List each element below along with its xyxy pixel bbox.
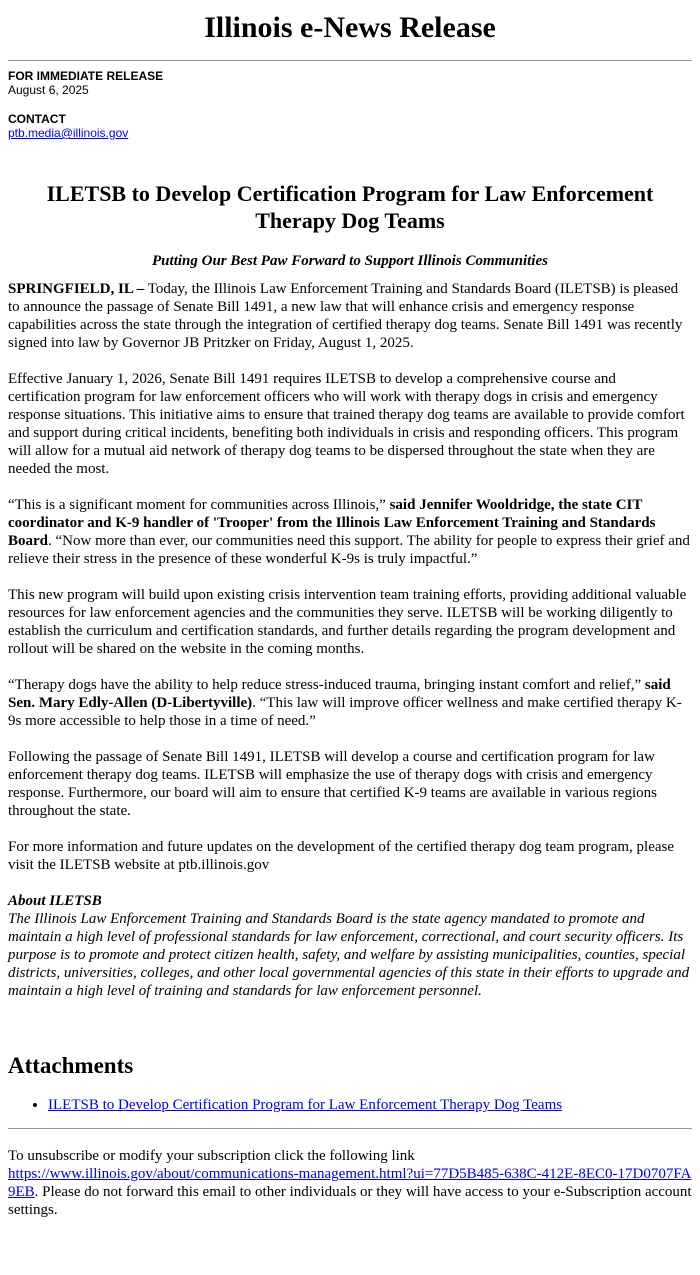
top-divider [8,60,692,61]
press-release-subhead: Putting Our Best Paw Forward to Support Illinois Communities [152,253,548,269]
unsubscribe-footer [8,1147,692,1219]
quote-part-b: . “Now more than ever, our communities need this support. The ability for people to express their grief and relieve their stress in the presence of these wonderful K-9s is truly impactful.” [8,533,690,567]
footer-divider [8,1128,692,1129]
attachment-link[interactable]: ILETSB to Develop Certification Program for Law Enforcement Therapy Dog Teams [48,1097,563,1113]
press-release-body [8,280,692,874]
quote-part-b: . “This law will improve officer wellness and make certified therapy K-9s more accessible to help those in a time of need.” [8,695,682,729]
paragraph-2: Effective January 1, 2026, Senate Bill 1491 requires ILETSB to develop a comprehensive course and certification program for law enforcement officers who will work with therapy dogs in crisis and emergency response situations. This initiative aims to ensure that trained therapy dog teams are available to provide comfort and support during critical incidents, benefiting both individuals in crisis and responding officers. This program will allow for a mutual aid network of therapy dog teams to be dispersed throughout the state when they are needed the most. [8,371,685,477]
paragraph-7: For more information and future updates on the development of the certified therapy dog team program, please visit the ILETSB website at ptb.illinois.gov [8,839,675,873]
footer-intro: To unsubscribe or modify your subscription click the following link [8,1148,415,1164]
masthead-title: Illinois e-News Release [204,11,496,44]
attachments-heading: Attachments [8,1053,134,1078]
about-title: About ILETSB [8,893,102,909]
release-label: FOR IMMEDIATE RELEASE [8,69,164,83]
attachments-list [8,1096,692,1114]
contact-email-link[interactable]: ptb.media@illinois.gov [8,126,129,140]
footer-outro: . Please do not forward this email to other individuals or they will have access to your e-Subscription account settings. [8,1184,692,1218]
about-body: The Illinois Law Enforcement Training and Standards Board is the state agency mandated to promote and maintain a high level of professional standards for law enforcement, correctional, and court security officers. Its purpose is to promote and protect citizen health, safety, and welfare by assisting municipalities, counties, special districts, universities, colleges, and other local governmental agencies of this state in their efforts to upgrade and maintain a high level of training and standards for law enforcement personnel. [8,911,690,999]
paragraph-3 [8,496,692,568]
release-date: August 6, 2025 [8,83,89,97]
press-release-headline: ILETSB to Develop Certification Program for Law Enforcement Therapy Dog Teams [46,181,654,233]
subscription-management-link[interactable]: https://www.illinois.gov/about/communications-management.html?ui=77D5B485-638C-412E-8EC0-17D0707FA9EB [8,1166,692,1200]
contact-block [8,112,692,140]
paragraph-5 [8,676,692,730]
quote-part-a: “Therapy dogs have the ability to help reduce stress-induced trauma, bringing instant comfort and relief,” [8,677,645,693]
email-page [8,8,692,1219]
paragraph-4: This new program will build upon existing crisis intervention team training efforts, providing additional valuable resources for law enforcement agencies and the communities they serve. ILETSB will be working diligently to establish the curriculum and certification standards, and further details regarding the program development and rollout will be shared on the website in the coming months. [8,587,687,657]
paragraph-1-text: Today, the Illinois Law Enforcement Training and Standards Board (ILETSB) is pleased to announce the passage of Senate Bill 1491, a new law that will enhance crisis and emergency response capabilities across the state through the integration of certified therapy dog teams. Senate Bill 1491 was recently signed into law by Governor JB Pritzker on Friday, August 1, 2025. [8,281,683,351]
release-block [8,69,692,97]
paragraph-6: Following the passage of Senate Bill 1491, ILETSB will develop a course and certification program for law enforcement therapy dog teams. ILETSB will emphasize the use of therapy dogs with crisis and emergency response. Furthermore, our board will aim to ensure that certified K-9 teams are available in various regions throughout the state. [8,749,657,819]
quote-part-a: “This is a significant moment for communities across Illinois,” [8,497,390,513]
quote-attribution: said Sen. Mary Edly-Allen (D-Libertyville) [8,677,671,711]
list-item [48,1096,692,1114]
paragraph-1 [8,280,692,352]
quote-attribution: said Jennifer Wooldridge, the state CIT coordinator and K-9 handler of 'Trooper' from the Illinois Law Enforcement Training and Standards Board [8,497,656,549]
dateline: SPRINGFIELD, IL – [8,281,145,297]
contact-label: CONTACT [8,112,66,126]
